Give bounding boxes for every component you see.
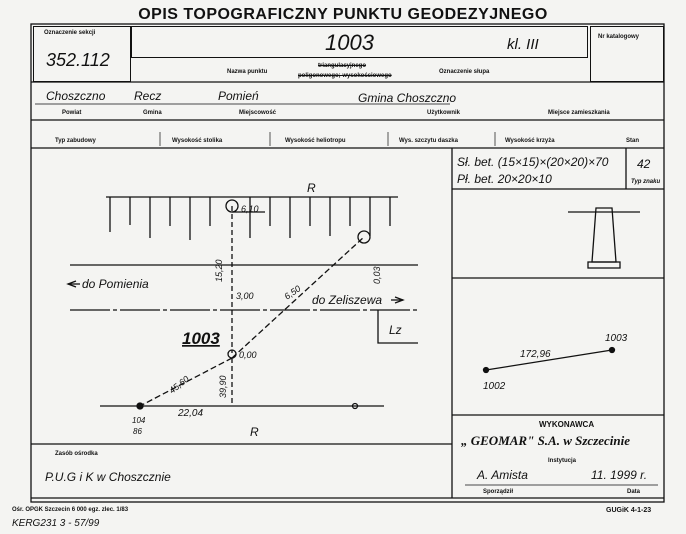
ref-point-right [358, 231, 370, 243]
m-3990: 39,90 [218, 375, 228, 398]
sign-type-label: Typ znaku [631, 179, 661, 185]
powiat-label: Powiat [62, 110, 82, 116]
zasob-value: P.U.G i K w Choszcznie [45, 470, 171, 484]
miejscowosc-value: Pomień [218, 89, 259, 103]
road-left-label: do Pomienia [82, 277, 149, 291]
zasob-label: Zasób ośrodka [55, 451, 98, 457]
contractor-name: „ GEOMAR" S.A. w Szczecinie [461, 433, 631, 448]
author-label: Sporządził [483, 489, 514, 495]
spec-line1: Sł. bet. (15×15)×(20×20)×70 [457, 155, 609, 169]
uzytkownik-value: Gmina Choszczno [358, 91, 457, 105]
point-label: 1003 [182, 329, 220, 348]
r-bottom-label: R [250, 425, 259, 439]
zamieszkanie-label: Miejsce zamieszkania [548, 110, 610, 116]
mini-to: 1003 [605, 333, 628, 344]
mini-traverse-line [486, 350, 612, 370]
author: A. Amista [477, 468, 528, 482]
spec-line2: Pł. bet. 20×20×10 [457, 172, 552, 186]
m-003: 0,03 [372, 266, 382, 284]
form-title: OPIS TOPOGRAFICZNY PUNKTU GEODEZYJNEGO [138, 6, 548, 23]
mini-from: 1002 [483, 381, 506, 392]
powiat-value: Choszczno [46, 89, 106, 103]
print-note: Ośr. OPGK Szczecin 6 000 egz. zlec. 1/83 [12, 507, 129, 513]
contractor-label: WYKONAWCA [539, 420, 595, 429]
wysokosc-heliotropu-label: Wysokość heliotropu [285, 138, 346, 144]
point-type-line2: poligonowego; wysokościowego [298, 73, 392, 79]
form-frame [31, 24, 664, 502]
date-label: Data [627, 489, 641, 495]
point-number: 1003 [325, 30, 374, 55]
date: 11. 1999 r. [591, 468, 648, 482]
m-300: 3,00 [236, 291, 254, 301]
m-1520: 15,20 [214, 259, 224, 282]
m-4560: 45,60 [167, 373, 191, 396]
form-code: GUGiK 4-1-23 [606, 507, 652, 514]
m-2204: 22,04 [178, 408, 204, 419]
typ-zabudowy-label: Typ zabudowy [55, 138, 96, 144]
miejscowosc-label: Miejscowość [239, 110, 277, 116]
section-label: Oznaczenie sekcji [44, 30, 96, 36]
lz-label: Lz [389, 323, 402, 337]
road-right-label: do Zeliszewa [312, 293, 383, 307]
m-000: 0,00 [239, 350, 257, 360]
km-104: 104 [132, 416, 146, 425]
r-top-label: R [307, 181, 316, 195]
sign-type-value: 42 [637, 157, 651, 171]
stan-label: Stan [626, 138, 640, 144]
point-type-line1: triangulacyjnego [318, 63, 367, 69]
wysokosc-krzyza-label: Wysokość krzyża [505, 138, 555, 144]
gmina-label: Gmina [143, 110, 162, 116]
m-610: 6,10 [241, 204, 259, 214]
serial: KERG231 3 - 57/99 [12, 518, 100, 529]
mini-dist: 172,96 [520, 349, 551, 360]
gmina-value: Recz [134, 89, 162, 103]
post-label: Oznaczenie słupa [439, 69, 490, 75]
catalog-label: Nr katalogowy [598, 34, 640, 40]
point-name-label: Nazwa punktu [227, 69, 268, 75]
institution-label: Instytucja [548, 458, 577, 464]
m-650: 6,50 [282, 283, 303, 302]
uzytkownik-label: Użytkownik [427, 110, 461, 116]
class-value: kl. III [507, 36, 539, 53]
wysokosc-stolika-label: Wysokość stolika [172, 138, 223, 144]
wys-szczytu-label: Wys. szczytu daszka [399, 138, 458, 144]
marker-profile [592, 208, 616, 262]
km-86: 86 [133, 427, 142, 436]
section-value: 352.112 [46, 50, 110, 70]
